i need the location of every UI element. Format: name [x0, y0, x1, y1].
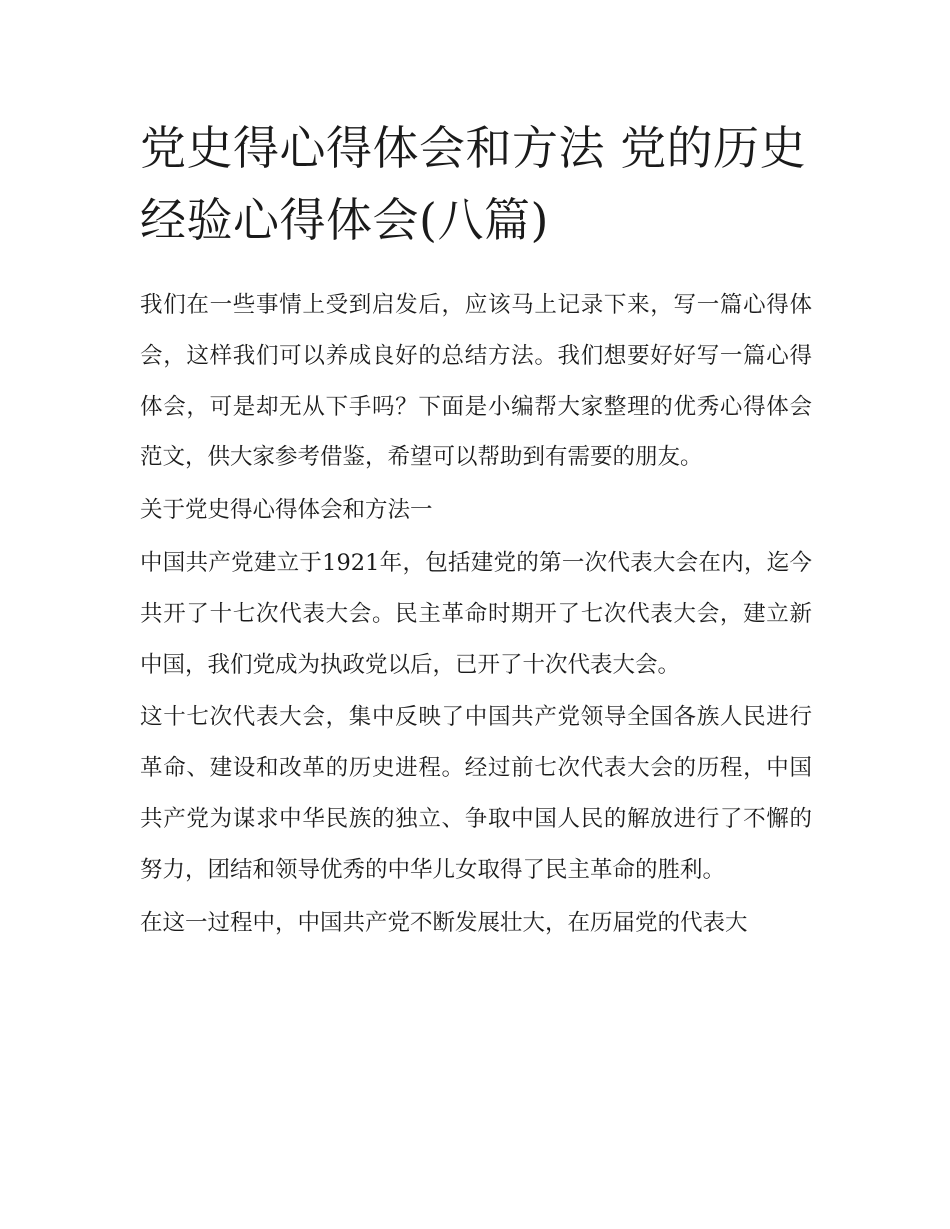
- body-paragraph: 中国共产党建立于1921年，包括建党的第一次代表大会在内，迄今共开了十七次代表大会。民主革命时期开了七次代表大会，建立新中国，我们党成为执政党以后，已开了十次代表大会。: [140, 549, 812, 678]
- document-page: [140, 112, 812, 950]
- body-paragraph: 在这一过程中，中国共产党不断发展壮大，在历届党的代表大: [140, 909, 748, 936]
- document-body: [140, 280, 812, 948]
- document-title: 党史得心得体会和方法 党的历史经验心得体会(八篇): [140, 121, 807, 247]
- section-heading: 关于党史得心得体会和方法一: [140, 497, 433, 524]
- intro-paragraph: 我们在一些事情上受到启发后，应该马上记录下来，写一篇心得体会，这样我们可以养成良好的总结方法。我们想要好好写一篇心得体会，可是却无从下手吗？下面是小编帮大家整理的优秀心得体会范文，供大家参考借鉴，希望可以帮助到有需要的朋友。: [140, 292, 812, 471]
- body-paragraph: 这十七次代表大会，集中反映了中国共产党领导全国各族人民进行革命、建设和改革的历史进程。经过前七次代表大会的历程，中国共产党为谋求中华民族的独立、争取中国人民的解放进行了不懈的努力，团结和领导优秀的中华儿女取得了民主革命的胜利。: [140, 704, 812, 883]
